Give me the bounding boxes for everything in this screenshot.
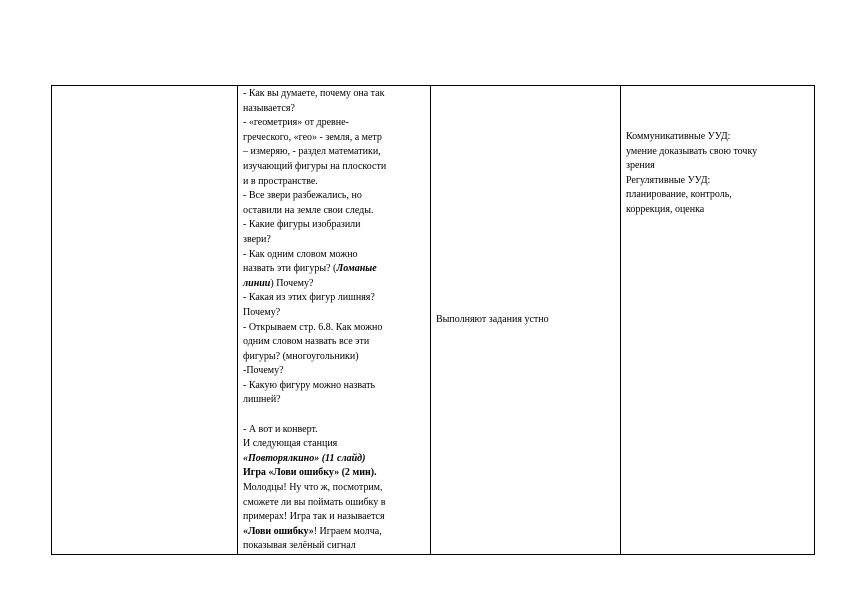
text-line: - Какую фигуру можно назвать [243,379,376,391]
text-line: изучающий фигуры на плоскости [243,160,387,172]
text-line [243,262,428,277]
lesson-plan-table [51,85,815,555]
student-activity-text: Выполняют задания устно [436,313,549,325]
learning-skills-cell [621,86,815,555]
text-line: - Открываем стр. 6.8. Как можно [243,321,383,333]
text-line: - Все звери разбежались, но [243,190,362,202]
text-line: фигуры? (многоугольники) [243,350,359,362]
answer-italic: Ломаные [336,263,377,275]
game-title: Игра «Лови ошибку» (2 мин). [243,467,377,479]
text-line: одним словом назвать все эти [243,336,370,348]
game-name-bold: «Лови ошибку» [243,525,314,537]
text-line: - Какая из этих фигур лишняя? [243,292,375,304]
text-line: лишней? [243,394,281,406]
station-title: «Повторялкино» (11 слайд) [243,452,366,464]
text-line: - Как вы думаете, почему она так [243,88,385,99]
skills-line: зрения [626,160,655,172]
skills-line: коррекция, оценка [626,203,705,215]
text-line: – измеряю, - раздел математики, [243,146,381,158]
text-line: - А вот и конверт. [243,423,318,435]
text-line: -Почему? [243,365,284,377]
blank-line [243,408,428,423]
text-line: - «геометрия» от древне- [243,117,349,129]
text-line: звери? [243,233,271,245]
skills-line: Коммуникативные УУД: [626,131,731,142]
skills-line: умение доказывать свою точку [626,145,758,157]
student-activity-cell [431,86,621,555]
text-line: примерах! Игра так и называется [243,511,385,523]
text-line: оставили на земле свои следы. [243,204,374,216]
text-line: показывая зелёный сигнал [243,540,356,552]
text-fragment: ! Играем молча, [313,525,382,537]
text-line [243,277,428,292]
text-line: - Как одним словом можно [243,248,358,260]
stage-cell [52,86,238,555]
skills-line: Регулятивные УУД: [626,174,711,186]
answer-italic: линии [243,277,271,289]
text-line: и в пространстве. [243,175,318,187]
text-fragment: назвать эти фигуры? ( [243,263,337,275]
text-line: греческого, «гео» - земля, а метр [243,131,382,143]
text-line [243,525,428,540]
skills-line: планирование, контроль, [626,189,732,201]
text-line: И следующая станция [243,438,338,450]
text-line: называется? [243,102,295,114]
text-line: сможете ли вы поймать ошибку в [243,496,386,508]
teacher-activity-cell [238,86,431,555]
text-line: Почему? [243,306,281,318]
text-line: - Какие фигуры изобразили [243,219,361,231]
text-line: Молодцы! Ну что ж, посмотрим, [243,482,383,494]
text-fragment: ) Почему? [270,277,314,289]
table-row [52,86,815,555]
